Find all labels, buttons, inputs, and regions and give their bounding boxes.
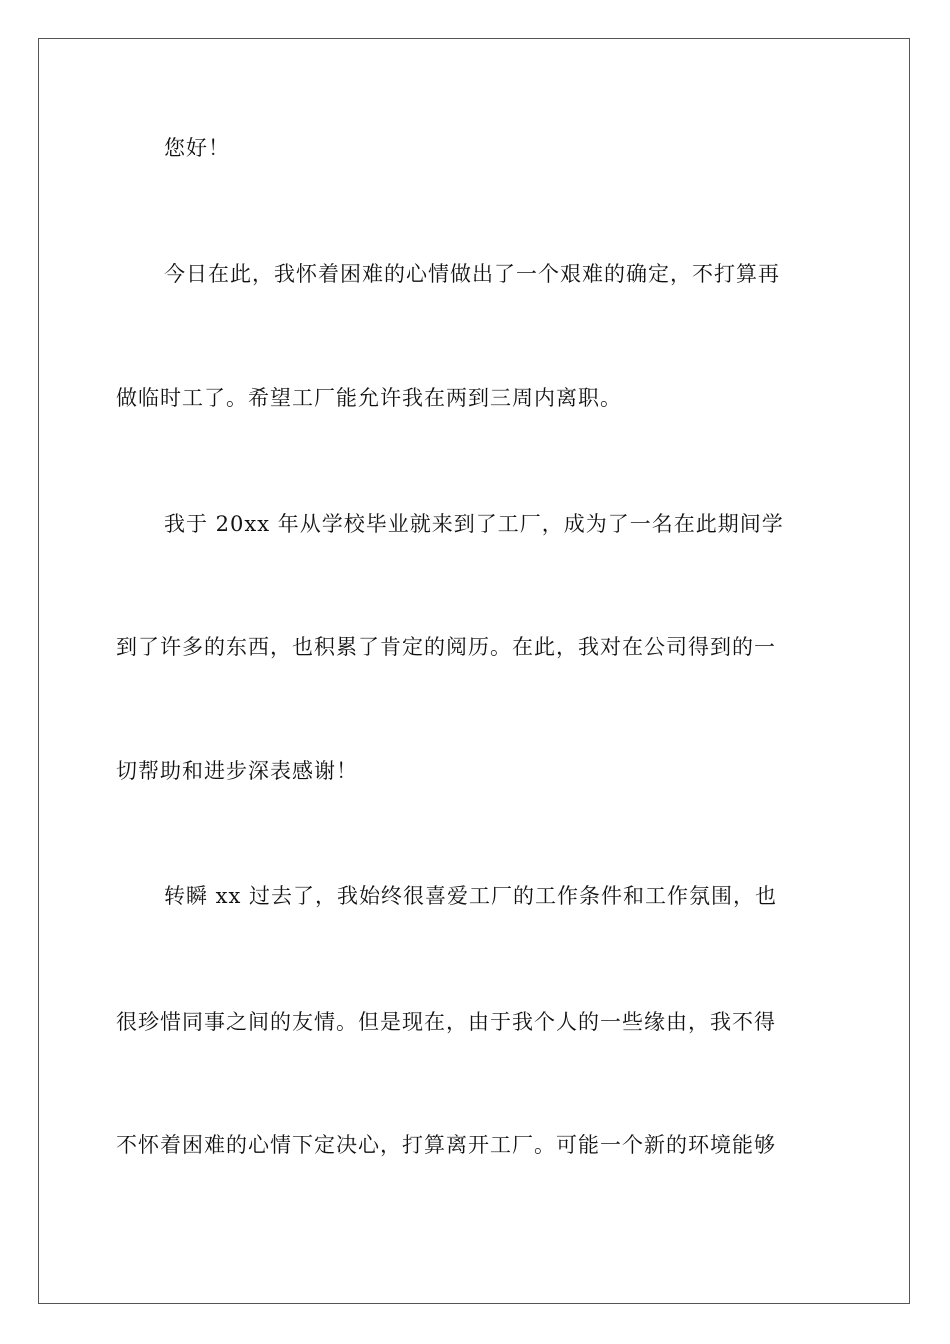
page-frame (38, 38, 910, 1304)
paragraph-3-line-2: 很珍惜同事之间的友情。但是现在，由于我个人的一些缘由，我不得 (116, 1010, 776, 1034)
paragraph-3-line-1: 转瞬 xx 过去了，我始终很喜爱工厂的工作条件和工作氛围，也 (164, 884, 778, 908)
paragraph-3-line-3: 不怀着困难的心情下定决心，打算离开工厂。可能一个新的环境能够 (116, 1133, 776, 1157)
paragraph-2-line-2: 到了许多的东西，也积累了肯定的阅历。在此，我对在公司得到的一 (116, 635, 776, 659)
greeting-line: 您好！ (164, 136, 230, 160)
paragraph-1-line-2: 做临时工了。希望工厂能允许我在两到三周内离职。 (116, 386, 622, 410)
paragraph-2-line-1: 我于 20xx 年从学校毕业就来到了工厂，成为了一名在此期间学 (164, 512, 784, 536)
paragraph-2-line-3: 切帮助和进步深表感谢！ (116, 759, 358, 783)
paragraph-1-line-1: 今日在此，我怀着困难的心情做出了一个艰难的确定，不打算再 (164, 262, 780, 286)
